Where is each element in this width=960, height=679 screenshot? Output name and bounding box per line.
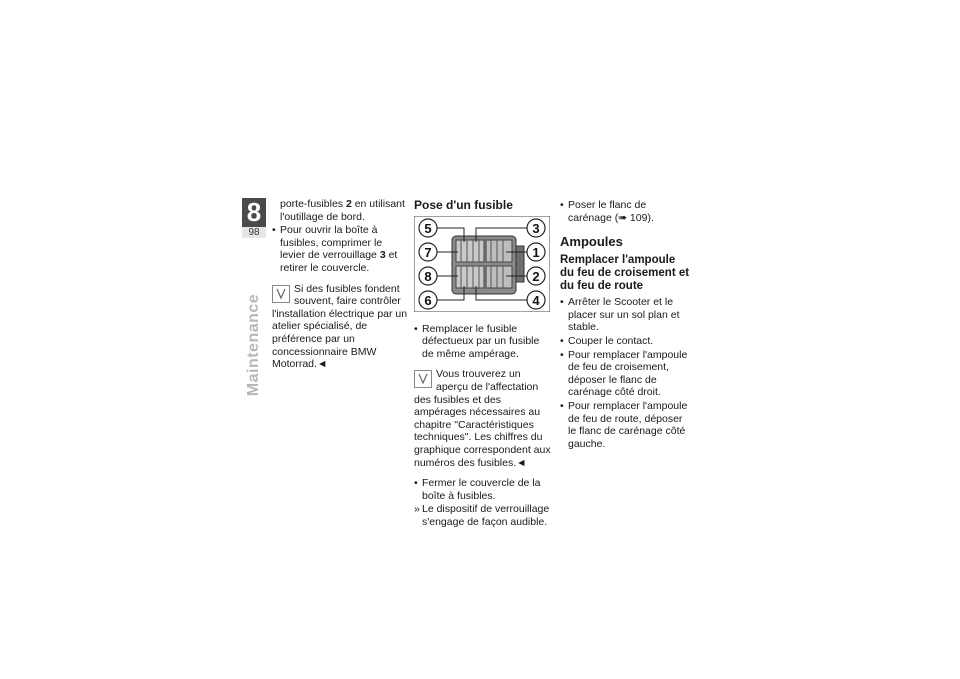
continued-paragraph: porte-fusibles 2 en utilisant l'outillage de bord. xyxy=(280,198,405,223)
note-text: Si des fusibles fondent souvent, faire contrôler l'installation électrique par un atelier spécialisé, de préférence par un concessionnaire BMW Motorrad. xyxy=(272,282,408,371)
subsection-heading: Remplacer l'ampoule du feu de croisement et du feu de route xyxy=(560,254,690,293)
list-item: • Pour remplacer l'ampoule de feu de route, déposer le flanc de carénage côté gauche. xyxy=(560,399,688,450)
page-number: 98 xyxy=(242,227,266,238)
page-reference-arrow-icon: ➠ xyxy=(618,211,628,224)
column-1 xyxy=(272,198,408,371)
list-item: • Pour remplacer l'ampoule de feu de croisement, déposer le flanc de carénage côté droit. xyxy=(560,348,688,399)
note-icon xyxy=(272,285,290,303)
list-item: • Pour ouvrir la boîte à fusibles, comprimer le levier de verrouillage 3 et retirer le couvercle. xyxy=(272,224,398,274)
chapter-title: Maintenance xyxy=(245,293,262,397)
list-item: • Couper le contact. xyxy=(560,334,654,347)
callout-label: 3 xyxy=(532,221,540,236)
note-block xyxy=(414,368,552,469)
result-item: » Le dispositif de verrouillage s'engage de façon audible. xyxy=(414,503,550,528)
note-block xyxy=(272,283,408,371)
chapter-number: 8 xyxy=(246,197,262,227)
callout-label: 7 xyxy=(424,245,432,260)
list-item: • Remplacer le fusible défectueux par un fusible de même ampérage. xyxy=(414,322,540,360)
fuse-box-figure xyxy=(414,216,550,312)
callout-label: 1 xyxy=(532,245,540,260)
callout-label: 2 xyxy=(532,269,540,284)
end-mark: ◄ xyxy=(516,456,527,469)
note-icon xyxy=(414,370,432,388)
list-item: • Poser le flanc de carénage (➠ 109). xyxy=(560,199,654,224)
note-text: Vous trouverez un aperçu de l'affectation des fusibles et des ampérages nécessaires au chapitre "Caractéristiques techniques". Les chiffres du graphique correspondent aux numéros des fusibles. xyxy=(414,368,551,469)
section-heading: Pose d'un fusible xyxy=(414,198,513,212)
callout-label: 8 xyxy=(424,269,432,284)
callout-label: 6 xyxy=(424,293,432,308)
list-item: • Fermer le couvercle de la boîte à fusibles. xyxy=(414,477,541,502)
section-heading: Ampoules xyxy=(560,234,623,250)
column-3 xyxy=(560,198,692,450)
column-2 xyxy=(414,198,552,529)
callout-label: 4 xyxy=(532,293,540,308)
list-item: • Arrêter le Scooter et le placer sur un sol plan et stable. xyxy=(560,296,680,334)
end-mark: ◄ xyxy=(316,358,328,371)
callout-label: 5 xyxy=(424,221,432,236)
chapter-tab xyxy=(242,198,266,238)
